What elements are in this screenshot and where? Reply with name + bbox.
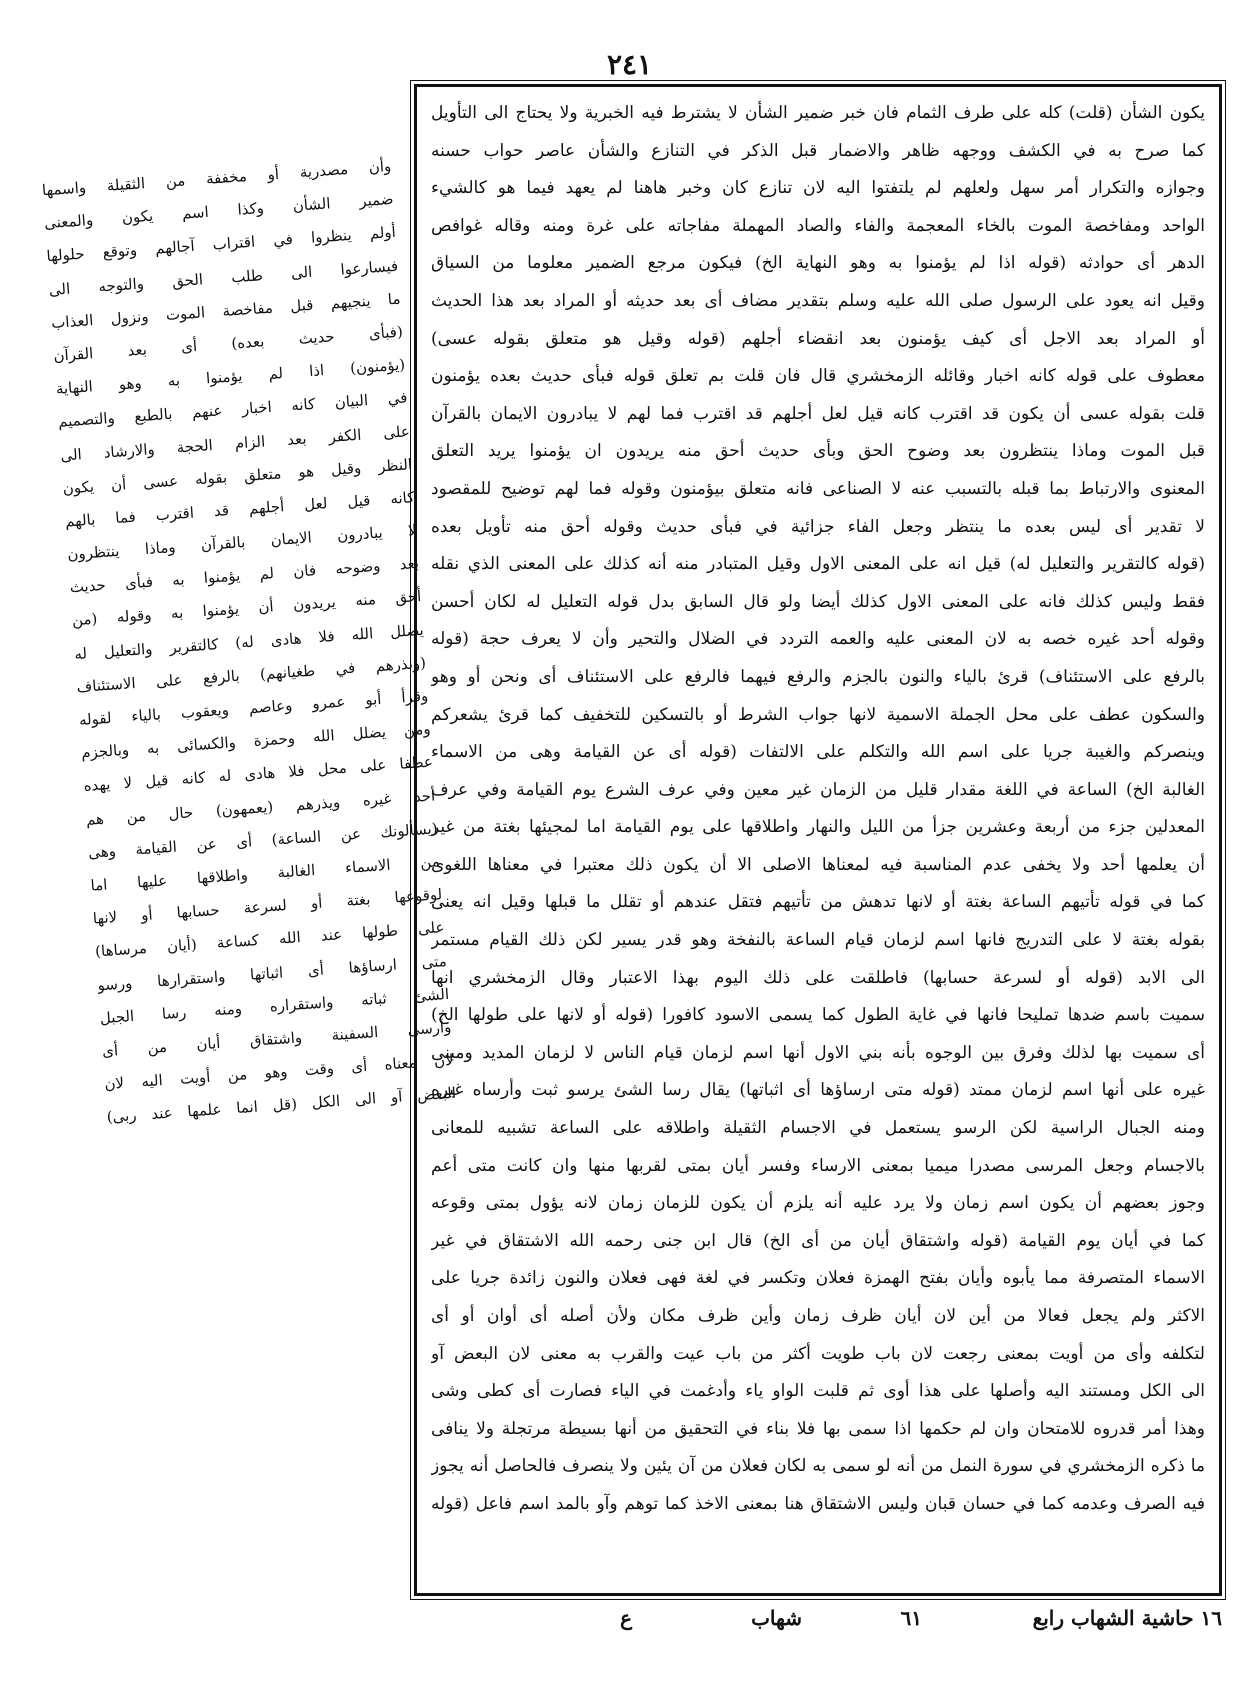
- main-text-line: المعدلين جزء من أربعة وعشرين جزأ من الليل والنهار واطلاقها على يوم القيامة اما لمجيئها بغتة من غير: [431, 817, 1205, 838]
- main-text-line: معطوف على قوله كانه اخبار وقائله الزمخشري قال فان قلت بم تعلق قوله فبأى حديث بعده يؤمنون: [431, 366, 1205, 387]
- margin-text-line: ومن يضلل الله وحمزة والكسائى به وبالجزم: [80, 719, 432, 763]
- main-text-line: والسكون عطف على محل الجملة الاسمية لانها جواب الشرط أو بالتسكين للتخفيف كما قرئ يشعركم: [431, 704, 1205, 725]
- margin-text-line: كانه قيل لعل أجلهم قد اقترب فما بالهم: [64, 488, 415, 531]
- footer-book-name: شهاب: [751, 1606, 802, 1630]
- margin-text-line: النظر وقيل هو متعلق بقوله عسى أن يكون: [62, 454, 413, 498]
- main-text-line: الاسماء المتصرفة مما يأبوه وأيان بفتح الهمزة فعلان وتكسر في لغة فهى فعلان والنون زائدة جريا على: [431, 1268, 1205, 1289]
- margin-text-line: (يؤمنون) اذا لم يؤمنوا به وهو النهاية: [55, 355, 406, 398]
- main-text-line: وهذا أمر قدروه للامتحان وان لم حكمها اذا سمى بها فلا بناء في التحقيق من أنها بسيطة مرتجلة ولا ينافى: [431, 1418, 1205, 1439]
- margin-text-line: على طولها عند الله كساعة (أيان مرساها): [94, 918, 445, 961]
- main-text-line: سميت باسم ضدها تمليحا فانها في غاية الطول كما يسمى الاسود كافورا (قوله أو لانها على طولها الخ): [431, 1005, 1205, 1026]
- main-text-line: الى الكل ومستند اليه وأصلها على هذا أوى ثم قلبت الواو ياء وأدغمت في الياء فصارت أى كطى وشى: [431, 1381, 1205, 1402]
- main-text-line: وقيل انه يعود على الرسول صلى الله عليه وسلم بتقدير مضاف أى بعد حديثه أو المراد بعد هذا الحديث: [431, 290, 1205, 311]
- main-text-line: أن يعلمها أحد ولا يخفى عدم المناسبة فيه لمعناها الاصلى الا أن يكون ذلك معتبرا في معناها اللغوى: [431, 854, 1205, 875]
- margin-text-line: على الكفر بعد الزام الحجة والارشاد الى: [59, 421, 411, 465]
- main-text-line: المعنوى والارتباط بما قبله بالتسبب عنه لا الصناعى فانه متعلق بيؤمنون وقوله فما لهم توضيح للمقصود: [431, 478, 1205, 499]
- main-text-line: قلت بقوله عسى أن يكون قد اقترب كانه قيل لعل أجلهم قد اقترب فما لهم لا يبادرون الايمان بالقرآن: [431, 403, 1205, 424]
- main-text-line: الاكثر ولم يجعل فعالا من أين لان أيان ظرف زمان وأين ظرف مكان ولأن أصله أى أوان أو أى: [431, 1306, 1205, 1326]
- main-text-line: ومنه الجبال الراسية لكن الرسو يستعمل في الاجسام الثقيلة واطلاقه على الساعة تشبيه للمعانى: [431, 1118, 1205, 1139]
- margin-text-line: أحق منه يريدون أن يؤمنوا به وقوله (من: [71, 587, 422, 630]
- margin-text-line: (ونذرهم في طغيانهم) بالرفع على الاستئناف: [76, 653, 427, 696]
- main-text-line: أى سميت بها لذلك وفرق بين الوجوه بأنه بني الاول أنها اسم لزمان قيام الناس لا لزمان المديد ومبنى: [431, 1042, 1205, 1063]
- margin-text-line: لان معناه أى وقت وهو من أويت اليه لان: [103, 1050, 455, 1094]
- margin-text-line: (يسألونك عن الساعة) أى عن القيامة وهى: [87, 819, 439, 862]
- main-text-line: فيه الصرف وعدمه كما في حسان قبان وليس الاشتقاق هنا بمعنى الاخذ كما توهم وآو بالمد اسم فاعل (قوله: [431, 1493, 1205, 1514]
- main-text-line: غيره على أنها اسم لزمان ممتد (قوله متى ارساؤها أى اثباتها) يقال رسا الشئ يرسو ثبت وأرساه غيره: [431, 1080, 1205, 1101]
- margin-text-line: متى ارساؤها أى اثباتها واستقرارها ورسو: [96, 951, 448, 994]
- margin-text-line: (فبأى حديث بعده) أى بعد القرآن: [52, 322, 404, 365]
- margin-text-line: يضلل الله فلا هادى له) كالتقرير والتعليل له: [73, 620, 425, 663]
- main-text-line: الواحد ومفاخصة الموت بالخاء المعجمة والفاء والصاد المهملة مفاجاته على غرة ومنه وقاله غوافص: [431, 215, 1205, 236]
- main-text-line: لا تقدير أى ليس بعده ما ينتظر وجعل الفاء جزائية في فبأى حديث وقوله أحق منه تأويل بعده: [431, 516, 1205, 537]
- main-text-line: وجوازه والتكرار أمر سهل ولعلهم لم يلتفتوا اليه لان تنازع كان وخبر هاهنا لم يعهد فيما هو كالشيء: [431, 178, 1205, 199]
- margin-text-line: لوقوعها بغتة أو لسرعة حسابها أو لانها: [92, 885, 443, 928]
- main-text-line: وقوله أحد غيره خصه به لان المعنى عليه والعمه التردد في الضلال والتحير وأن لا يعرف حجة (قوله: [431, 629, 1205, 650]
- footer-signature-mark: ع: [620, 1606, 632, 1630]
- main-text-line: لتكلفه وأى من أويت بمعنى رجعت لان باب طويت أكثر من باب عيت والقرب به معنى لان البعض آو: [431, 1343, 1205, 1364]
- page-number: ٢٤١: [606, 48, 653, 81]
- main-text-line: الغالبة الخ) الساعة في اللغة مقدار قليل من الزمان غير معين وفي عرف الشرع يوم القيامة وفي عرف: [431, 779, 1205, 800]
- margin-text-line: أحد غيره ويذرهم (يعمهون) حال من هم: [85, 786, 436, 829]
- main-text-frame: [414, 84, 1222, 1596]
- margin-commentary: [41, 150, 457, 1135]
- main-text-line: يكون الشأن (قلت) كله على طرف الثمام فان خبر ضمير الشأن لا يشترط فيه الخبرية ولا يحتاج الى التأويل: [431, 103, 1205, 123]
- main-text-line: الدهر أى حوادثه (قوله اذا لم يؤمنوا به وهو النهاية الخ) فيكون مرجع الضمير معلوما من السياق: [431, 253, 1205, 274]
- main-text-line: ما ذكره الزمخشري في سورة النمل من أنه لو سمى به لكان فعلان من آن يئين ولا ينصرف فالحاصل أنه يجوز: [431, 1456, 1205, 1477]
- margin-text-line: عطفا على محل فلا هادى له كانه قيل لا يهده: [83, 752, 434, 796]
- main-text-line: وينصركم والغيبة جريا على اسم الله والتكلم على الالتفات (قوله أى عن القيامة وهى من الاسماء: [431, 742, 1205, 763]
- margin-text-line: وأرسى السفينة واشتقاق أيان من أى: [101, 1017, 452, 1061]
- margin-text-line: أولم ينظروا في اقتراب آجالهم وتوقع حلولها: [45, 223, 397, 266]
- main-text-line: كما صرح به في الكشف ووجهه ظاهر والاضمار قبل الذكر في التنازع والشأن عاصر حواب حسنه: [431, 140, 1205, 161]
- footer-title: ١٦ حاشية الشهاب رابع: [1032, 1606, 1222, 1630]
- footer-sheet-number: ٦١: [900, 1606, 922, 1630]
- margin-text-line: ما ينجيهم قبل مفاخصة الموت ونزول العذاب: [50, 289, 402, 332]
- main-text-line: وجوز بعضهم أن يكون اسم زمان ولا يرد عليه أنه يلزم أن يكون للزمان زمان لانه يؤول بمتى وقوعه: [431, 1193, 1205, 1214]
- main-text-line: قبل الموت وماذا ينتظرون بعد وضوح الحق وبأى حديث أحق منه يريدون ان يؤمنوا يريد التعلق: [431, 441, 1205, 462]
- margin-text-line: فيسارعوا الى طلب الحق والتوجه الى: [48, 256, 399, 299]
- main-text-line: بالاجسام وجعل المرسى مصدرا ميميا بمعنى الارساء وفسر أيان بمتى لقربها منها وان كانت متى أعم: [431, 1155, 1205, 1176]
- margin-text-line: وأن مصدرية أو مخففة من الثقيلة واسمها: [41, 156, 392, 200]
- margin-text-line: في البيان كانه اخبار عنهم بالطبع والتصميم: [57, 388, 408, 432]
- margin-text-line: الشئ ثباته واستقراره ومنه رسا الجبل: [99, 984, 450, 1028]
- margin-text-line: لا يبادرون الايمان بالقرآن وماذا ينتظرون: [66, 521, 418, 564]
- margin-text-line: من الاسماء الغالبة واطلاقها عليها اما: [89, 852, 441, 895]
- main-text-line: الى الابد (قوله أو لسرعة حسابها) فاطلقت على ذلك اليوم بهذا الاعتبار وقال الزمخشري انها: [431, 967, 1205, 988]
- main-text-line: كما في أيان يوم القيامة (قوله واشتقاق أيان من أى الخ) قال ابن جنى رحمه الله الاشتقاق في غير: [431, 1230, 1205, 1251]
- main-text-line: أو المراد بعد الاجل أى كيف يؤمنون بعد انقضاء أجلهم (قوله وقيل هو متعلق بقوله عسى): [431, 328, 1205, 349]
- main-text-line: فقط وليس كذلك فانه على المعنى الاول كذلك أيضا ولو قال السابق بدل قوله التعليل له لكان أحسن: [431, 591, 1205, 612]
- main-text-line: بقوله بغتة لا على التدريج فانها اسم لزمان قيام الساعة بالنفخة وهو قدر يسير لكن ذلك القيام مستمر: [431, 930, 1205, 951]
- margin-text-line: البعض آو الى الكل (قل انما علمها عند ربى): [106, 1083, 457, 1127]
- main-text-line: كما في قوله تأتيهم الساعة بغتة أو لانها تدهش من تأتيهم فتقل عندهم أو تقلل ما قبلها وقيل انه يعنى: [431, 892, 1205, 913]
- main-text-line: (قوله كالتقرير والتعليل له) قيل انه على المعنى الاول وقيل المتبادر منه أنه كذلك على المعنى الذي نقله: [431, 554, 1205, 575]
- margin-text-line: ضمير الشأن وكذا اسم يكون والمعنى: [43, 190, 395, 233]
- margin-text-line: بعد وضوحه فان لم يؤمنوا به فبأى حديث: [69, 554, 420, 597]
- margin-text-line: وقرأ أبو عمرو وعاصم ويعقوب بالياء لقوله: [78, 686, 429, 730]
- main-text-line: بالرفع على الاستئناف) قرئ بالياء والنون بالجزم والرفع فيهما فالرفع على الاستئناف أى ونحن أو وهو: [431, 666, 1205, 687]
